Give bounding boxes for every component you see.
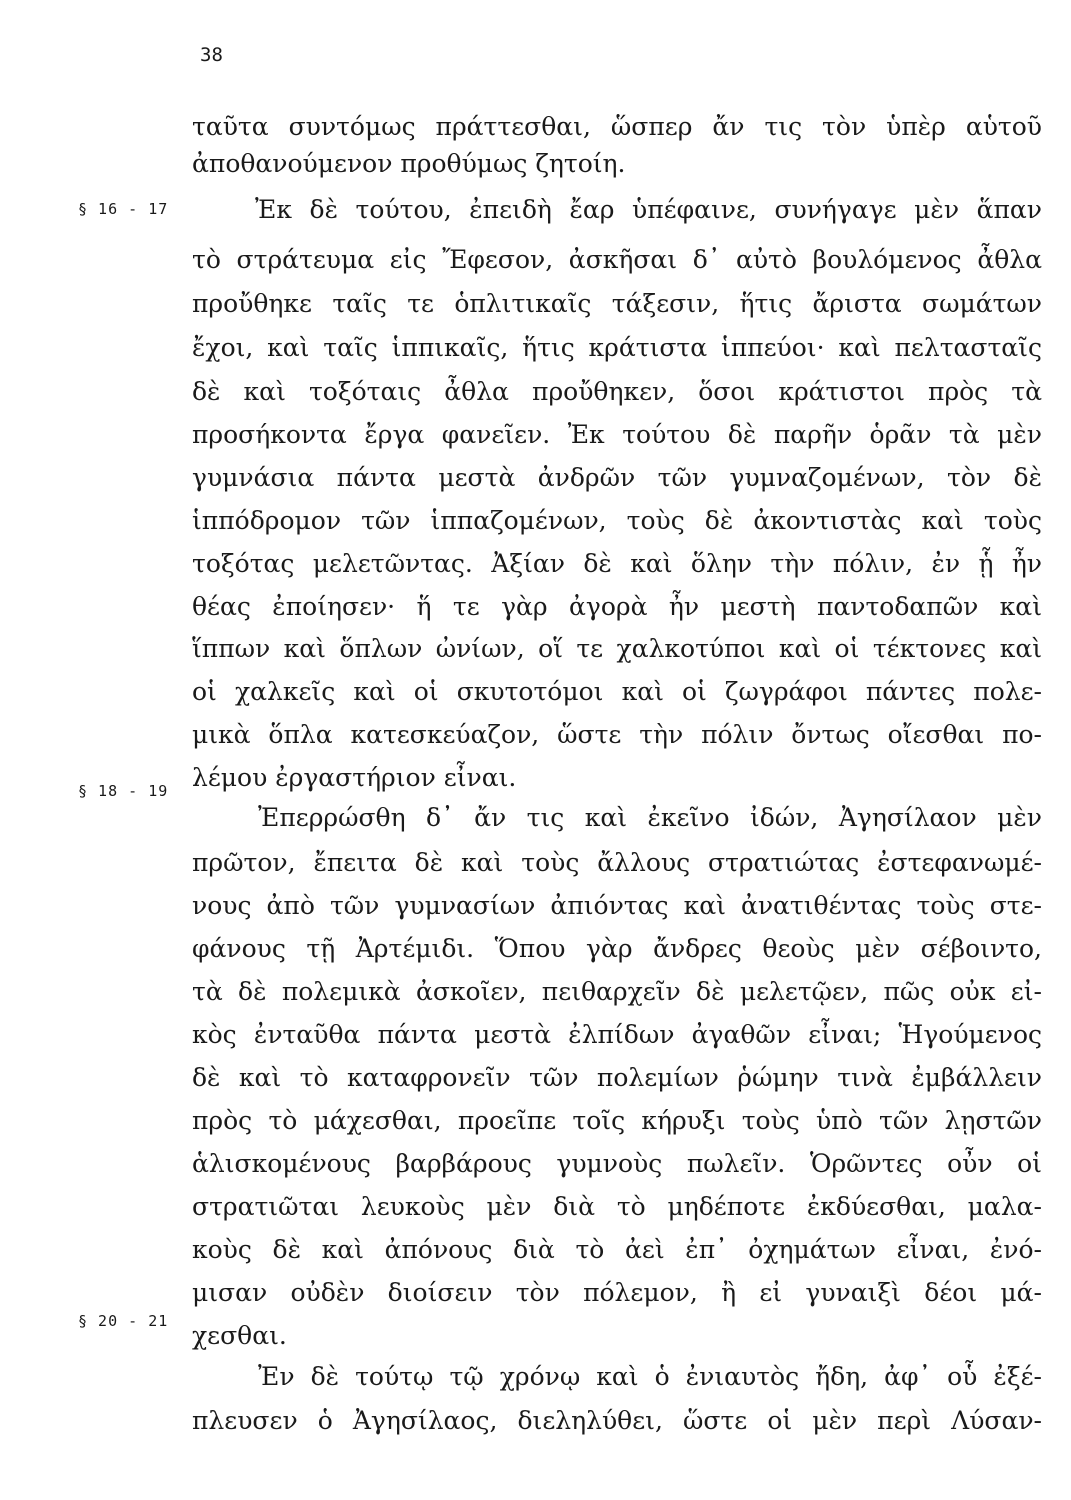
text-line: μισαν οὐδὲν διοίσειν τὸν πόλεμον, ἢ εἰ γυναιξὶ δέοι μά- [192,1278,1042,1307]
text-line: τοξότας μελετῶντας. Ἀξίαν δὲ καὶ ὅλην τὴν πόλιν, ἐν ᾗ ἦν [192,549,1042,578]
text-line: προὔθηκε ταῖς τε ὁπλιτικαῖς τάξεσιν, ἥτις ἄριστα σωμάτων [192,289,1042,318]
text-line: στρατιῶται λευκοὺς μὲν διὰ τὸ μηδέποτε ἐκδύεσθαι, μαλα- [192,1192,1042,1221]
text-line: θέας ἐποίησεν· ἥ τε γὰρ ἀγορὰ ἦν μεστὴ παντοδαπῶν καὶ [192,592,1042,621]
text-line: δὲ καὶ τὸ καταφρονεῖν τῶν πολεμίων ῥώμην τινὰ ἐμβάλλειν [192,1063,1042,1092]
text-line: κοὺς δὲ καὶ ἀπόνους διὰ τὸ ἀεὶ ἐπ᾽ ὀχημάτων εἶναι, ἐνό- [192,1235,1042,1264]
text-line: Ἐκ δὲ τούτου, ἐπειδὴ ἔαρ ὑπέφαινε, συνήγαγε μὲν ἅπαν [255,195,1042,224]
text-line: προσήκοντα ἔργα φανεῖεν. Ἐκ τούτου δὲ παρῆν ὁρᾶν τὰ μὲν [192,420,1042,449]
text-line: γυμνάσια πάντα μεστὰ ἀνδρῶν τῶν γυμναζομένων, τὸν δὲ [192,463,1042,492]
section-marker: § 18 - 19 [78,782,169,800]
section-marker: § 16 - 17 [78,200,169,218]
text-line: τὸ στράτευμα εἰς Ἔφεσον, ἀσκῆσαι δ᾽ αὐτὸ βουλόμενος ἆθλα [192,245,1042,274]
text-line: κὸς ἐνταῦθα πάντα μεστὰ ἐλπίδων ἀγαθῶν εἶναι; Ἡγούμενος [192,1020,1042,1049]
text-line: τὰ δὲ πολεμικὰ ἀσκοῖεν, πειθαρχεῖν δὲ μελετῷεν, πῶς οὐκ εἰ- [192,977,1042,1006]
text-line: ἱππόδρομον τῶν ἱππαζομένων, τοὺς δὲ ἀκοντιστὰς καὶ τοὺς [192,506,1042,535]
text-line: πρῶτον, ἔπειτα δὲ καὶ τοὺς ἄλλους στρατιώτας ἐστεφανωμέ- [192,848,1042,877]
text-line: Ἐν δὲ τούτῳ τῷ χρόνῳ καὶ ὁ ἐνιαυτὸς ἤδη, ἀφ᾽ οὗ ἐξέ- [258,1362,1042,1391]
text-line: φάνους τῇ Ἀρτέμιδι. Ὅπου γὰρ ἄνδρες θεοὺς μὲν σέβοιντο, [192,934,1042,963]
text-line: ἁλισκομένους βαρβάρους γυμνοὺς πωλεῖν. Ὁρῶντες οὖν οἱ [192,1149,1042,1178]
page-number: 38 [200,44,223,66]
text-line: ἀποθανούμενον προθύμως ζητοίη. [192,149,626,178]
text-line: νους ἀπὸ τῶν γυμνασίων ἀπιόντας καὶ ἀνατιθέντας τοὺς στε- [192,891,1042,920]
text-line: ἔχοι, καὶ ταῖς ἱππικαῖς, ἥτις κράτιστα ἱππεύοι· καὶ πελτασταῖς [192,333,1042,362]
text-line: λέμου ἐργαστήριον εἶναι. [192,763,517,792]
text-line: πλευσεν ὁ Ἀγησίλαος, διεληλύθει, ὥστε οἱ μὲν περὶ Λύσαν- [192,1406,1042,1435]
text-line: μικὰ ὅπλα κατεσκεύαζον, ὥστε τὴν πόλιν ὄντως οἴεσθαι πο- [192,720,1042,749]
text-line: ἵππων καὶ ὅπλων ὠνίων, οἵ τε χαλκοτύποι καὶ οἱ τέκτονες καὶ [192,634,1042,663]
text-line: οἱ χαλκεῖς καὶ οἱ σκυτοτόμοι καὶ οἱ ζωγράφοι πάντες πολε- [192,677,1042,706]
text-line: ταῦτα συντόμως πράττεσθαι, ὥσπερ ἄν τις τὸν ὑπὲρ αὑτοῦ [192,112,1042,141]
text-line: πρὸς τὸ μάχεσθαι, προεῖπε τοῖς κήρυξι τοὺς ὑπὸ τῶν λῃστῶν [192,1106,1042,1135]
text-line: δὲ καὶ τοξόταις ἆθλα προὔθηκεν, ὅσοι κράτιστοι πρὸς τὰ [192,377,1042,406]
section-marker: § 20 - 21 [78,1312,169,1330]
text-line: Ἐπερρώσθη δ᾽ ἄν τις καὶ ἐκεῖνο ἰδών, Ἀγησίλαον μὲν [258,803,1042,832]
text-line: χεσθαι. [192,1321,287,1350]
